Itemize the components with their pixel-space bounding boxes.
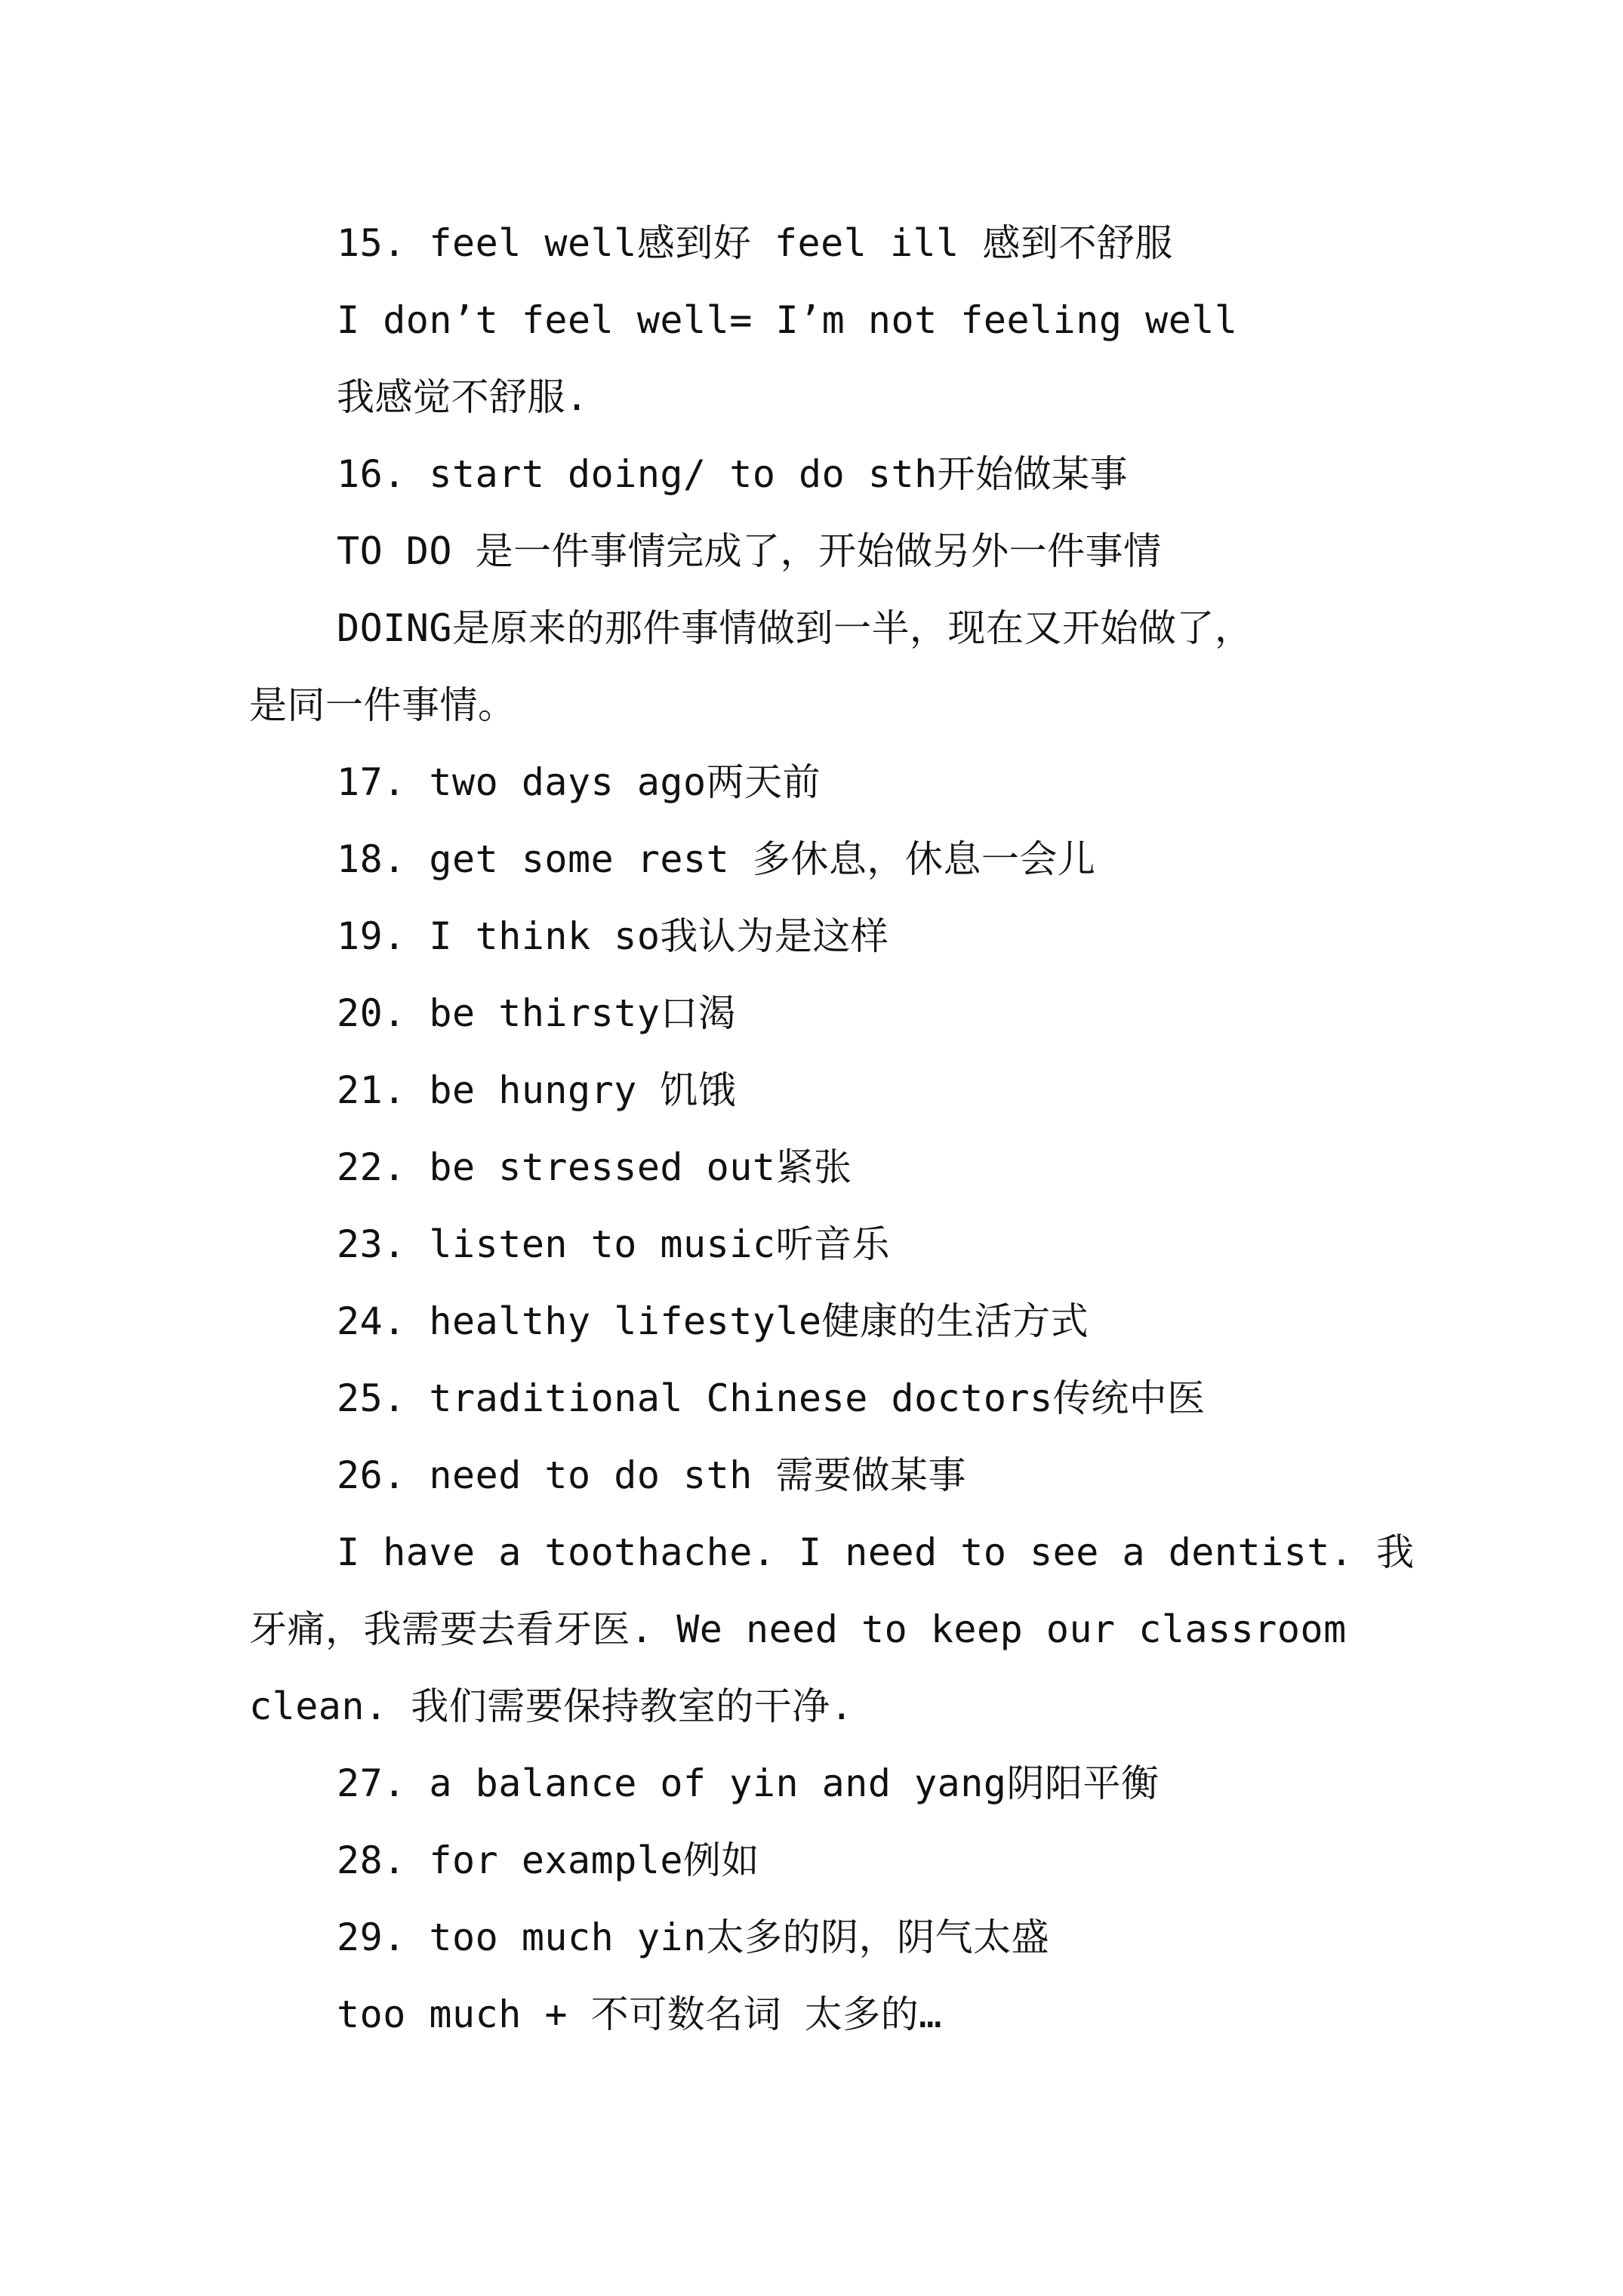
- text-line: 29. too much yin太多的阴，阴气太盛: [337, 1915, 1050, 1959]
- text-line: 17. two days ago两天前: [337, 760, 821, 804]
- text-line: too much + 不可数名词 太多的…: [337, 1992, 942, 2036]
- text-line: 15. feel well感到好 feel ill 感到不舒服: [337, 221, 1173, 265]
- text-line: DOING是原来的那件事情做到一半，现在又开始做了，: [337, 606, 1253, 650]
- text-line: 24. healthy lifestyle健康的生活方式: [337, 1299, 1089, 1343]
- text-line: 28. for example例如: [337, 1838, 760, 1882]
- text-line: 21. be hungry 饥饿: [337, 1068, 737, 1112]
- text-line: 27. a balance of yin and yang阴阳平衡: [337, 1761, 1160, 1805]
- text-line: 牙痛，我需要去看牙医. We need to keep our classroom: [249, 1607, 1347, 1651]
- text-line: 23. listen to music听音乐: [337, 1222, 890, 1266]
- text-line: 19. I think so我认为是这样: [337, 914, 889, 958]
- text-line: TO DO 是一件事情完成了，开始做另外一件事情: [337, 529, 1162, 573]
- text-line: I don’t feel well= I’m not feeling well: [337, 298, 1238, 342]
- text-line: I have a toothache. I need to see a dentist. 我: [337, 1530, 1415, 1574]
- text-line: 20. be thirsty口渴: [337, 991, 737, 1035]
- text-line: 我感觉不舒服.: [337, 375, 589, 419]
- text-line: 22. be stressed out紧张: [337, 1145, 852, 1189]
- text-line: clean. 我们需要保持教室的干净.: [249, 1684, 854, 1728]
- text-line: 16. start doing/ to do sth开始做某事: [337, 452, 1129, 496]
- text-line: 25. traditional Chinese doctors传统中医: [337, 1376, 1206, 1420]
- text-line: 是同一件事情。: [249, 683, 516, 727]
- text-line: 18. get some rest 多休息，休息一会儿: [337, 837, 1096, 881]
- text-line: 26. need to do sth 需要做某事: [337, 1453, 966, 1497]
